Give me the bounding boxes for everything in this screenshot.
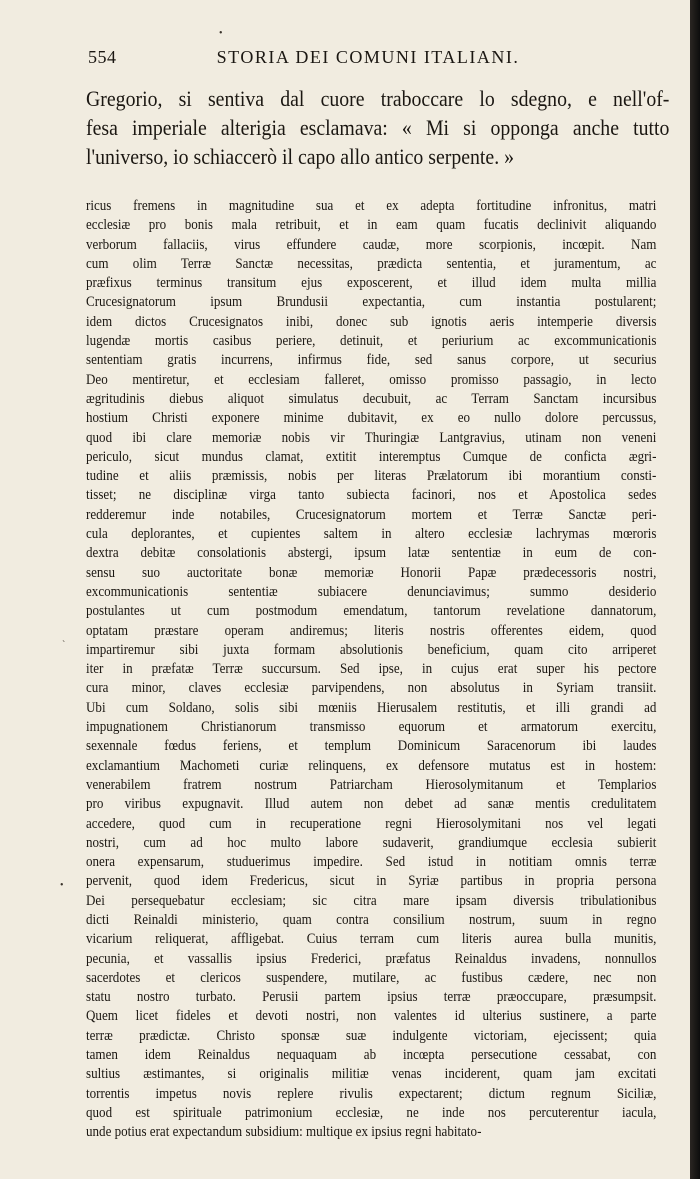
intro-line: Gregorio, si sentiva dal cuore traboccare lo sdegno, e nell'of- [86, 86, 670, 111]
quote-line: cura minor, claves ecclesiæ parvipendens, non absolutus in Syriam transiit. [86, 680, 657, 697]
quote-line: sacerdotes et clericos suspendere, mutilare, ac fustibus cædere, nec non [86, 969, 657, 986]
quote-line: unde potius erat expectandum subsidium: multique ex ipsius regni habitato- [86, 1124, 482, 1141]
quote-line: torrentis impetus novis replere rivulis expectarent; dictum regnum Siciliæ, [86, 1085, 657, 1102]
quote-line: tamen idem Reinaldus nequaquam ab incœpta persecutione cessabat, con [86, 1047, 657, 1064]
quote-line: nostri, cum ad hoc multo labore sudaverit, grandiumque ecclesia subierit [86, 834, 657, 851]
quote-line: sensu suo auctoritate bonæ memoriæ Honorii Papæ prædecessoris nostri, [86, 564, 657, 581]
intro-line: l'universo, io schiaccerò il capo allo antico serpente. » [86, 144, 515, 169]
quote-line: cula deplorantes, et cupientes saltem in altero ecclesiæ lachrymas mœroris [86, 526, 657, 543]
page-edge-shadow [690, 0, 700, 1179]
quote-line: iter in præfatæ Terræ succursum. Sed ipse, in cujus erat super his pectore [86, 661, 657, 678]
quote-line: onera expensarum, studuerimus impedire. Sed istud in notitiam omnis terræ [86, 854, 657, 871]
quote-line: dextra debitæ consolationis abstergi, ipsum latæ sententiæ in eum de con- [86, 545, 657, 562]
quote-line: ægritudinis diebus aliquot simulatus decubuit, ac Terram Sanctam incursibus [86, 390, 657, 407]
quote-line: excommunicationis sententiæ subiacere denunciavimus; summo desiderio [86, 583, 657, 600]
quote-line: redderemur inde notabiles, Crucesignatorum mortem et Terræ Sanctæ peri- [86, 506, 657, 523]
quote-line: optatam præstare operam andiremus; literis nostris offerentes eidem, quod [86, 622, 657, 639]
quote-line: pecunia, et vassallis ipsius Frederici, præfatus Reinaldus invadens, nonnullos [86, 950, 657, 967]
quote-line: Deo mentiretur, et ecclesiam falleret, omisso promisso passagio, in lecto [86, 371, 657, 388]
speck-mark: • [219, 28, 223, 39]
quote-line: sententiam gratis incurrens, infirmus fide, sed sanus corpore, ut securius [86, 352, 657, 369]
quote-line: hostium Christi exponere minime dubitavit, ex eo nullo dolore percussus, [86, 410, 657, 427]
quote-line: lugendæ mortis casibus periere, detinuit, et periurium ac excommunicationis [86, 333, 657, 350]
quote-line: Ubi cum Soldano, solis sibi mœniis Hierusalem restitutis, et illi grandi ad [86, 699, 657, 716]
quote-line: cum olim Terræ Sanctæ necessitas, prædicta sententia, et juramentum, ac [86, 255, 657, 272]
quote-line: postulantes ut cum postmodum emendatum, tantorum revelatione dannatorum, [86, 603, 657, 620]
quote-line: pro viribus expugnavit. Illud autem non debet ad sanæ mentis credulitatem [86, 796, 657, 813]
quote-line: sexennale fœdus feriens, et templum Dominicum Saracenorum ibi laudes [86, 738, 657, 755]
intro-paragraph [86, 84, 670, 171]
quote-line: Quem licet fideles et devoti nostri, non valentes id ulterius sustinere, a parte [86, 1008, 657, 1025]
quote-line: periculo, sicut mundus clamat, extitit interemptus Cumque de conficta ægri- [86, 448, 657, 465]
quote-line: pervenit, quod idem Fredericus, sicut in Syriæ partibus in propria persona [86, 873, 657, 890]
quote-line: impugnationem Christianorum transmisso equorum et armatorum exercitu, [86, 719, 657, 736]
quote-line: tisset; ne disciplinæ virga tanto subiecta facinori, nos et Apostolica sedes [86, 487, 657, 504]
quote-line: Dei persequebatur ecclesiam; sic citra mare ipsam diversis tribulationibus [86, 892, 657, 909]
margin-tick-mark: ˋ [62, 640, 66, 651]
quote-line: exclamantium Machometi curiæ relinquens, ex defensore mutatus est in hostem: [86, 757, 657, 774]
quote-line: ecclesiæ pro bonis mala retribuit, et in eam quam fucatis declinivit aliquando [86, 217, 657, 234]
quote-line: idem dictos Crucesignatos inibi, donec sub ignotis aeris intemperie diversis [86, 313, 657, 330]
quote-line: præfixus terminus transitum ejus exposcerent, et illud idem multa millia [86, 275, 657, 292]
quote-line: dicti Reinaldi ministerio, quam contra consilium nostrum, suum in regno [86, 911, 657, 928]
quote-line: quod ibi clare memoriæ nobis vir Thuringiæ Lantgravius, utinam non veneni [86, 429, 657, 446]
quote-line: terræ prædictæ. Christo sponsæ suæ indulgente victoriam, ejecissent; quia [86, 1027, 657, 1044]
latin-quotation [86, 197, 657, 1143]
intro-line: fesa imperiale alterigia esclamava: « Mi si opponga anche tutto [86, 115, 670, 140]
margin-dot-mark: • [60, 880, 64, 891]
quote-line: statu nostro turbato. Perusii partem ipsius terræ præoccupare, præsumpsit. [86, 989, 657, 1006]
page-number: 554 [88, 47, 117, 67]
quote-line: verborum fallaciis, virus effundere caudæ, more scorpionis, incœpit. Nam [86, 236, 657, 253]
quote-line: ricus fremens in magnitudine sua et ex adepta fortitudine infronitus, matri [86, 198, 657, 214]
quote-line: tudine et aliis præmissis, nobis per literas Prælatorum ibi morantium consti- [86, 468, 657, 485]
quote-line: Crucesignatorum ipsum Brundusii expectantia, cum instantia postularent; [86, 294, 657, 311]
quote-line: venerabilem fratrem nostrum Patriarcham Hierosolymitanum et Templarios [86, 776, 657, 793]
quote-line: accedere, quod cum in recuperatione regni Hierosolymitani nos vel legati [86, 815, 657, 832]
quote-line: sultius æstimantes, si originalis militiæ venas inciderent, quam jam excitati [86, 1066, 657, 1083]
quote-line: impartiremur sibi juxta formam absolutionis beneficium, quam cito arriperet [86, 641, 657, 658]
quote-line: vicarium reliquerat, affligebat. Cuius terram cum literis aurea bulla munitis, [86, 931, 657, 948]
running-title: STORIA DEI COMUNI ITALIANI. [216, 47, 520, 67]
quote-line: quod est spirituale patrimonium ecclesiæ, ne inde nos percuterentur iacula, [86, 1104, 657, 1121]
